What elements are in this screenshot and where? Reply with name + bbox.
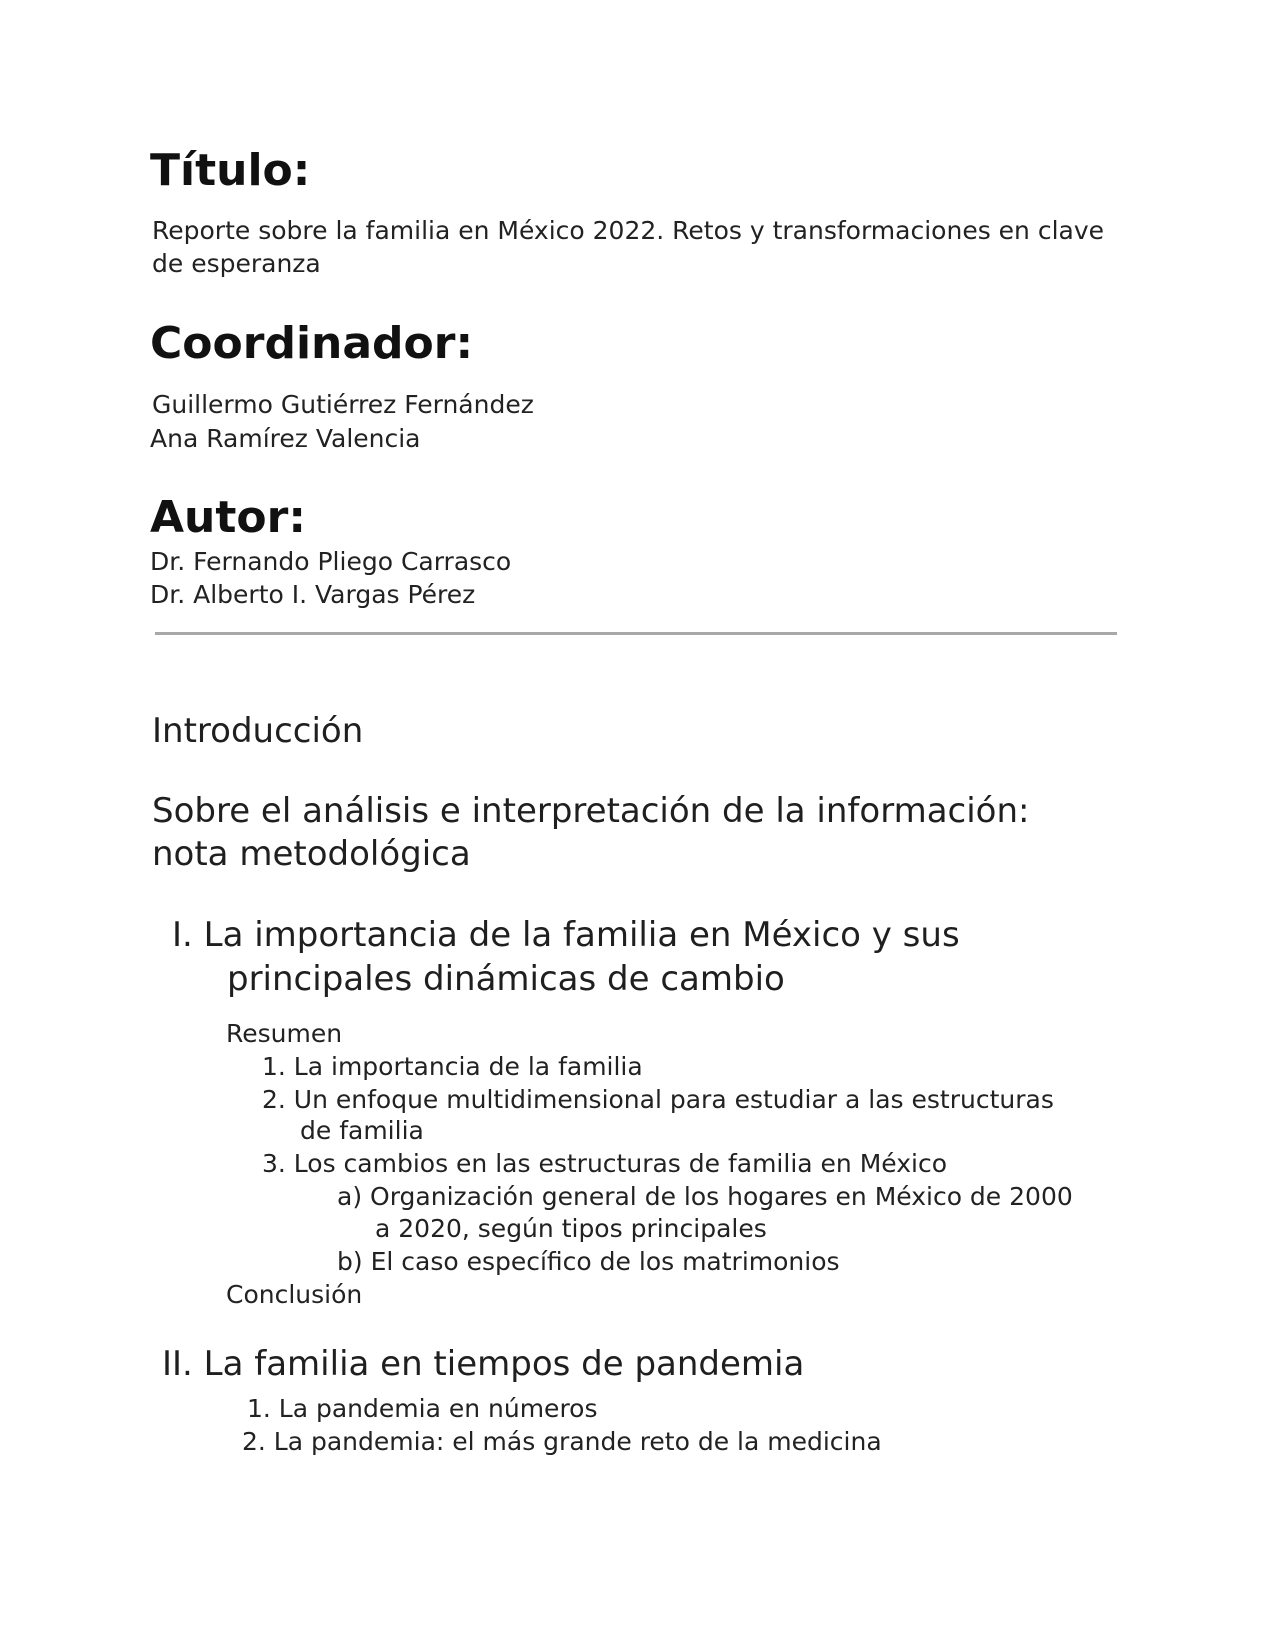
toc-ch1-sub-a-line-2: a 2020, según tipos principales (375, 1214, 767, 1243)
toc-ch1-item-3: 3. Los cambios en las estructuras de familia en México (262, 1149, 947, 1178)
author-name-2: Dr. Alberto I. Vargas Pérez (150, 580, 476, 609)
toc-ch2-item-2: 2. La pandemia: el más grande reto de la medicina (242, 1427, 882, 1456)
toc-ch1-sub-a-line-1: a) Organización general de los hogares en México de 2000 (337, 1182, 1073, 1211)
coordinator-label: Coordinador: (150, 318, 474, 369)
toc-ch2-item-1: 1. La pandemia en números (247, 1394, 598, 1423)
coordinator-name-2: Ana Ramírez Valencia (150, 424, 421, 453)
coordinator-name-1: Guillermo Gutiérrez Fernández (152, 390, 534, 419)
author-label: Autor: (150, 492, 306, 543)
toc-ch1-item-2-line-1: 2. Un enfoque multidimensional para estudiar a las estructuras (262, 1085, 1054, 1114)
author-name-1: Dr. Fernando Pliego Carrasco (150, 547, 512, 576)
toc-conclusion: Conclusión (226, 1280, 363, 1309)
toc-ch1-sub-b: b) El caso específico de los matrimonios (337, 1247, 840, 1276)
toc-chapter2-title: II. La familia en tiempos de pandemia (162, 1344, 805, 1384)
title-label: Título: (150, 145, 311, 196)
toc-ch1-item-1: 1. La importancia de la familia (262, 1052, 643, 1081)
toc-resumen: Resumen (226, 1019, 343, 1048)
title-text-line-1: Reporte sobre la familia en México 2022. Retos y transformaciones en clave (152, 216, 1105, 245)
toc-chapter1-line-1: I. La importancia de la familia en México y sus (172, 915, 960, 955)
toc-method-line-2: nota metodológica (152, 834, 471, 874)
toc-method-line-1: Sobre el análisis e interpretación de la información: (152, 791, 1030, 831)
title-text-line-2: de esperanza (152, 249, 321, 278)
toc-chapter1-line-2: principales dinámicas de cambio (227, 959, 785, 999)
toc-ch1-item-2-line-2: de familia (300, 1116, 424, 1145)
section-divider (155, 632, 1117, 635)
toc-introduction: Introducción (152, 711, 364, 751)
